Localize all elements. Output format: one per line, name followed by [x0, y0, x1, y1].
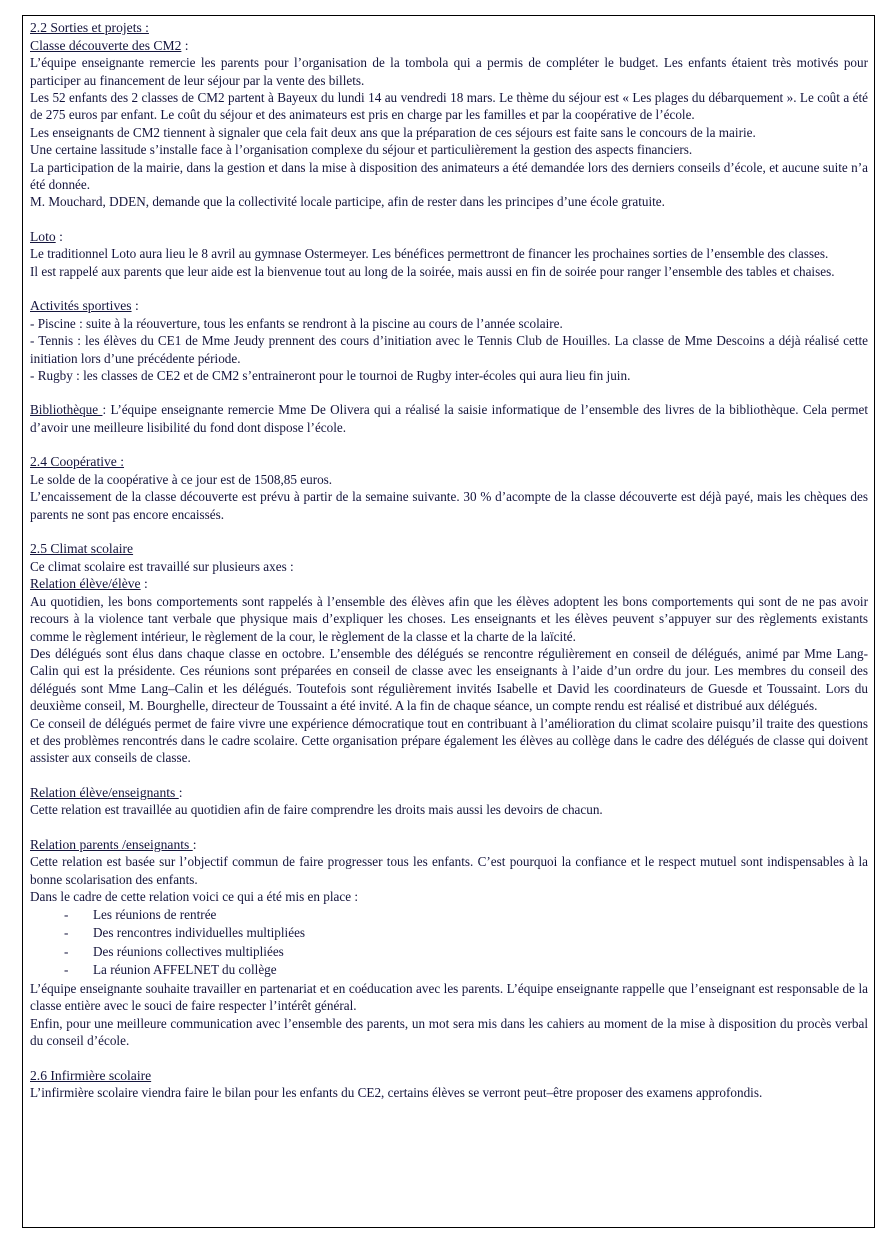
subsection-heading-suffix: : — [55, 228, 63, 244]
list-item-label: Les réunions de rentrée — [93, 906, 217, 922]
paragraph: - Rugby : les classes de CE2 et de CM2 s’entraineront pour le tournoi de Rugby inter-écoles qui aura lieu fin juin. — [30, 368, 631, 384]
dash-bullet: - — [64, 943, 69, 959]
section-heading-text: 2.4 Coopérative : — [30, 454, 125, 470]
paragraph: Enfin, pour une meilleure communication avec l’ensemble des parents, un mot sera mis dans les cahiers au moment de la mise à disposition du procès verbal du conseil d’école. — [30, 1015, 868, 1049]
paragraph: M. Mouchard, DDEN, demande que la collectivité locale participe, afin de rester dans les principes d’une école gratuite. — [30, 194, 665, 210]
section-heading-text: 2.6 Infirmière scolaire — [30, 1067, 152, 1083]
list-item — [30, 943, 868, 962]
paragraph-intro: Ce climat scolaire est travaillé sur plusieurs axes : — [30, 558, 294, 574]
paragraph: L’encaissement de la classe découverte est prévu à partir de la semaine suivante. 30 % d’acompte de la classe découverte est déjà payé, mais les chèques des parents ne sont pas encore encaissés. — [30, 489, 868, 522]
paragraph: - Tennis : les élèves du CE1 de Mme Jeudy prennent des cours d’initiation avec le Tennis Club de Houilles. La classe de Mme Descoins a déjà réalisé cette initiation lors d’une précédente période. — [30, 333, 868, 366]
paragraph: Dans le cadre de cette relation voici ce qui a été mis en place : — [30, 889, 359, 905]
section-heading-text: 2.2 Sorties et projets : — [30, 20, 149, 35]
list-item — [30, 924, 868, 943]
dash-list — [30, 906, 868, 980]
inline-heading-bibliotheque: Bibliothèque — [30, 402, 103, 418]
paragraph-spacer — [30, 436, 868, 453]
paragraph: Le solde de la coopérative à ce jour est de 1508,85 euros. — [30, 471, 333, 487]
list-item-label: Des rencontres individuelles multipliées — [93, 925, 306, 941]
paragraph: Il est rappelé aux parents que leur aide est la bienvenue tout au long de la soirée, mais aussi en fin de soirée pour ranger l’ensemble des tables et chaises. — [30, 263, 835, 279]
subsection-heading-suffix: : — [192, 836, 197, 852]
dash-bullet: - — [64, 925, 69, 941]
subsection-heading-text: Relation élève/enseignants — [30, 784, 179, 800]
paragraph-spacer — [30, 1050, 868, 1067]
paragraph: Cette relation est basée sur l’objectif commun de faire progresser tous les enfants. C’est pourquoi la confiance et le respect mutuel sont indispensables à la bonne scolarisation des enfants. — [30, 854, 868, 887]
subsection-heading-loto — [30, 228, 868, 246]
subsection-heading-text: Activités sportives — [30, 298, 132, 314]
paragraph-spacer — [30, 384, 868, 401]
section-heading-sorties-projets — [30, 19, 868, 37]
paragraph: Ce conseil de délégués permet de faire vivre une expérience démocratique tout en contribuant à l’amélioration du climat scolaire puisqu’il traite des questions et des problèmes rencontrés dans le cadre scolaire. Cette organisation prépare également les élèves au collège dans le cadre des délégués de classe qui doivent assister aux conseils de classe. — [30, 715, 868, 766]
paragraph-spacer — [30, 280, 868, 297]
paragraph: Les 52 enfants des 2 classes de CM2 partent à Bayeux du lundi 14 au vendredi 18 mars. Le thème du séjour est « Les plages du débarquement ». Le coût a été de 275 euros par enfant. Le coût du séjour et des animateurs est pris en charge par les familles et par la coopérative de l’école. — [30, 90, 868, 123]
paragraph: Les enseignants de CM2 tiennent à signaler que cela fait deux ans que la préparation de ces séjours est faite sans le concours de la mairie. — [30, 124, 756, 140]
dash-bullet: - — [64, 906, 69, 922]
paragraph-spacer — [30, 523, 868, 540]
paragraph-spacer — [30, 211, 868, 228]
list-item — [30, 906, 868, 925]
dash-bullet: - — [64, 962, 69, 978]
subsection-heading-text: Loto — [30, 228, 56, 244]
paragraph: L’infirmière scolaire viendra faire le bilan pour les enfants du CE2, certains élèves se verront peut–être proposer des examens approfondis. — [30, 1085, 763, 1101]
subsection-heading-suffix: : — [140, 576, 148, 592]
subsection-heading-suffix: : — [181, 37, 189, 53]
section-heading-text: 2.5 Climat scolaire — [30, 541, 134, 557]
inline-body-text: : L’équipe enseignante remercie Mme De Olivera qui a réalisé la saisie informatique de l’ensemble des livres de la bibliothèque. Cela permet d’avoir une meilleure lisibilité du fond dont dispose l’école. — [30, 402, 868, 435]
subsection-heading-text: Relation élève/élève — [30, 576, 141, 592]
paragraph: Une certaine lassitude s’installe face à l’organisation complexe du séjour et particulièrement la gestion des aspects financiers. — [30, 142, 693, 158]
paragraph-spacer — [30, 767, 868, 784]
subsection-heading-text: Classe découverte des CM2 — [30, 37, 182, 53]
paragraph: Au quotidien, les bons comportements sont rappelés à l’ensemble des élèves afin que les élèves adoptent les bons comportements qui sont de ne pas avoir recours à la violence tant verbale que physique mais d’expliquer les choses. Les enseignants et les élèves peuvent s’appuyer sur des règlements existants comme le règlement intérieur, le règlement de la cour, le règlement de la classe et la charte de la laïcité. — [30, 593, 868, 644]
subsection-heading-text: Relation parents /enseignants — [30, 836, 193, 852]
paragraph: Des délégués sont élus dans chaque classe en octobre. L’ensemble des délégués se rencontre régulièrement en conseil de délégués, animé par Mme Lang-Calin qui est la présidente. Ces réunions sont préparées en conseil de classe avec les enseignants à l’aide d’un ordre du jour. Les membres du conseil des délégués sont Mme Lang–Calin et les délégués. Toutefois sont régulièrement invités Isabelle et David les coordinateurs de Guesde et Toussaint. Lors du deuxième conseil, M. Bourghelle, directeur de Toussaint a été invité. A la fin de chaque séance, un compte rendu est réalisé et distribué aux délégués. — [30, 645, 868, 714]
paragraph: Cette relation est travaillée au quotidien afin de faire comprendre les droits mais aussi les devoirs de chacun. — [30, 802, 603, 818]
list-item-label: Des réunions collectives multipliées — [93, 943, 284, 959]
section-heading-cooperative — [30, 453, 868, 471]
subsection-heading-relation-eleve-enseignants — [30, 784, 868, 802]
list-item-label: La réunion AFFELNET du collège — [93, 962, 277, 978]
section-heading-infirmiere-scolaire — [30, 1067, 868, 1085]
subsection-heading-relation-parents-enseignants — [30, 836, 868, 854]
paragraph: La participation de la mairie, dans la gestion et dans la mise à disposition des animateurs a été demandée lors des derniers conseils d’école, et aucune suite n’a été donnée. — [30, 159, 868, 193]
paragraph: - Piscine : suite à la réouverture, tous les enfants se rendront à la piscine au cours de l’année scolaire. — [30, 315, 563, 331]
subsection-heading-activites-sportives — [30, 297, 868, 315]
list-item — [30, 961, 868, 980]
subsection-heading-classe-decouverte — [30, 37, 868, 55]
subsection-heading-relation-eleve-eleve — [30, 575, 868, 593]
document-content — [30, 19, 868, 1102]
paragraph: Le traditionnel Loto aura lieu le 8 avril au gymnase Ostermeyer. Les bénéfices permettront de financer les prochaines sorties de l’ensemble des classes. — [30, 246, 829, 262]
subsection-heading-suffix: : — [178, 784, 183, 800]
paragraph: L’équipe enseignante souhaite travailler en partenariat et en coéducation avec les parents. L’équipe enseignante rappelle que l’enseignant est responsable de la classe entière avec le souci de faire respecter l’intérêt général. — [30, 980, 868, 1014]
subsection-heading-suffix: : — [131, 298, 139, 314]
paragraph: L’équipe enseignante remercie les parents pour l’organisation de la tombola qui a permis de compléter le budget. Les enfants étaient très motivés pour participer au financement de leur séjour par la vente des billets. — [30, 55, 868, 88]
section-heading-climat-scolaire — [30, 540, 868, 558]
document-page-frame — [22, 15, 875, 1228]
paragraph-spacer — [30, 819, 868, 836]
paragraph-bibliotheque — [30, 401, 868, 436]
